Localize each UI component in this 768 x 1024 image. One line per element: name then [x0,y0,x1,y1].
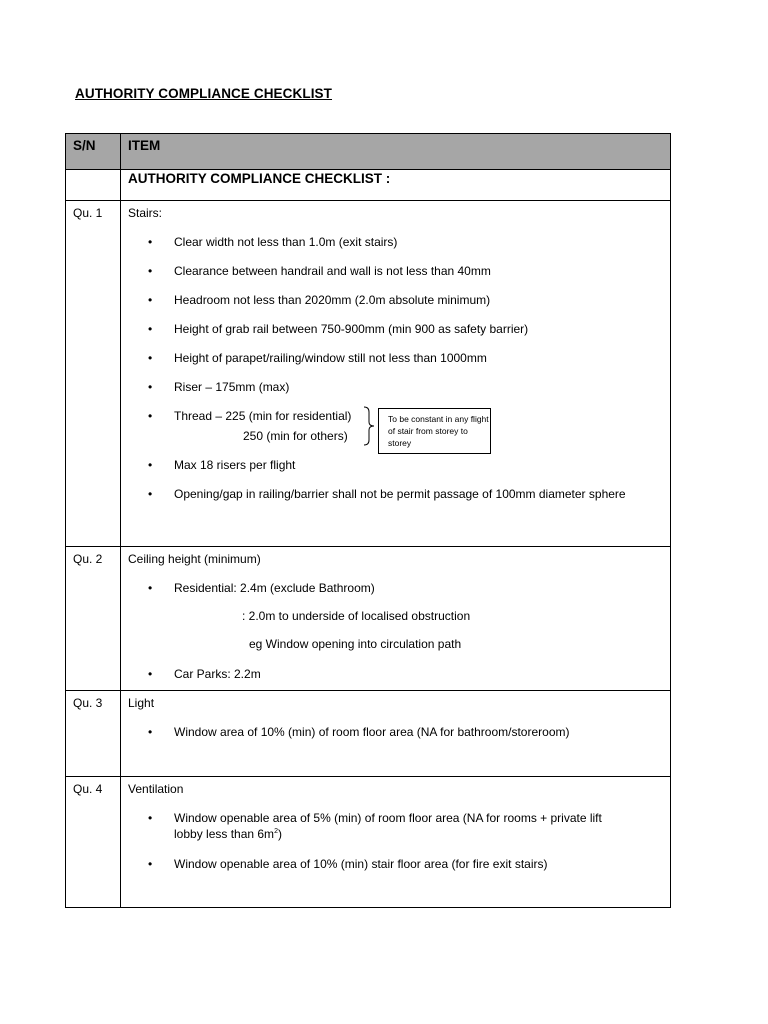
q1-bullet-6: Riser – 175mm (max) [174,380,290,394]
list-item [128,350,662,366]
bullet-icon: • [148,380,153,394]
list-item [128,379,662,395]
bullet-icon: • [148,487,153,501]
header-item-label: ITEM [128,138,161,153]
sn-q4: Qu. 4 [73,782,103,796]
bullet-icon: • [148,322,153,336]
q4-bullet-1-line-2 [174,826,662,842]
bullet-icon: • [148,458,153,472]
table-row-q1 [66,201,671,547]
q1-bullet-8: Max 18 risers per flight [174,458,296,472]
q1-title: Stairs: [128,206,163,220]
superscript-2: 2 [274,828,278,835]
list-item [128,810,662,842]
q1-bullet-3: Headroom not less than 2020mm (2.0m absolute minimum) [174,293,491,307]
q1-bullet-4: Height of grab rail between 750-900mm (min 900 as safety barrier) [174,322,529,336]
bullet-icon: • [148,725,153,739]
bullet-icon: • [148,581,153,595]
header-item [121,134,671,170]
sn-q1: Qu. 1 [73,206,103,220]
q2-bullet-1-cont-2: eg Window opening into circulation path [249,637,462,651]
table-row-q2 [66,547,671,691]
q1-bullet-2: Clearance between handrail and wall is not less than 40mm [174,264,491,278]
stair-note-text: To be constant in any flight of stair from storey to storey [388,414,489,448]
item-cell-q1 [121,201,671,547]
q4-bullet-1-close: ) [277,827,282,841]
q2-bullet-2: Car Parks: 2.2m [174,667,261,681]
list-item [128,666,662,682]
stair-note-box [378,408,491,454]
checklist-table [65,133,671,908]
q4-bullet-1-line-1: Window openable area of 5% (min) of room floor area (NA for rooms + private lift [174,811,602,825]
bullet-icon: • [148,293,153,307]
list-item [128,408,662,448]
list-item [128,856,662,872]
bullet-icon: • [148,811,153,825]
bullet-icon: • [148,264,153,278]
list-item [128,457,662,473]
document-title: AUTHORITY COMPLIANCE CHECKLIST [75,86,333,101]
subheading-cell [121,170,671,201]
curly-brace-icon [362,406,376,446]
sn-q3: Qu. 3 [73,696,103,710]
sn-q2: Qu. 2 [73,552,103,566]
sn-cell-q3 [66,691,121,777]
q4-title: Ventilation [128,782,184,796]
q1-bullet-9: Opening/gap in railing/barrier shall not be permit passage of 100mm diameter sphere [174,487,626,501]
q2-bullet-1: Residential: 2.4m (exclude Bathroom) [174,581,375,595]
list-item [128,292,662,308]
list-item [128,263,662,279]
q4-bullet-1-text: lobby less than 6m [174,827,275,841]
q4-bullet-2: Window openable area of 10% (min) stair floor area (for fire exit stairs) [174,857,548,871]
list-item [128,234,662,250]
sn-cell-q1 [66,201,121,547]
bullet-icon: • [148,235,153,249]
list-item [128,724,662,740]
subheading-sn-cell [66,170,121,201]
q1-bullet-1: Clear width not less than 1.0m (exit stairs) [174,235,398,249]
q3-title: Light [128,696,155,710]
q1-bullet-5: Height of parapet/railing/window still not less than 1000mm [174,351,487,365]
subheading-label: AUTHORITY COMPLIANCE CHECKLIST : [128,171,391,186]
q2-title: Ceiling height (minimum) [128,552,261,566]
table-row-q4 [66,777,671,908]
item-cell-q4 [121,777,671,908]
list-item [128,580,662,652]
item-cell-q3 [121,691,671,777]
list-item [128,486,662,502]
q3-bullet-1: Window area of 10% (min) of room floor area (NA for bathroom/storeroom) [174,725,570,739]
q1-bullet-7-line-1: Thread – 225 (min for residential) [174,409,352,423]
bullet-icon: • [148,351,153,365]
header-sn-label: S/N [73,138,96,153]
table-header-row [66,134,671,170]
bullet-icon: • [148,857,153,871]
q2-bullet-1-cont-1: : 2.0m to underside of localised obstruction [242,609,471,623]
item-cell-q2 [121,547,671,691]
subheading-row [66,170,671,201]
q1-bullet-7-line-2: 250 (min for others) [243,429,348,443]
header-sn [66,134,121,170]
list-item [128,321,662,337]
bullet-icon: • [148,667,153,681]
table-row-q3 [66,691,671,777]
sn-cell-q4 [66,777,121,908]
bullet-icon: • [148,409,153,423]
sn-cell-q2 [66,547,121,691]
